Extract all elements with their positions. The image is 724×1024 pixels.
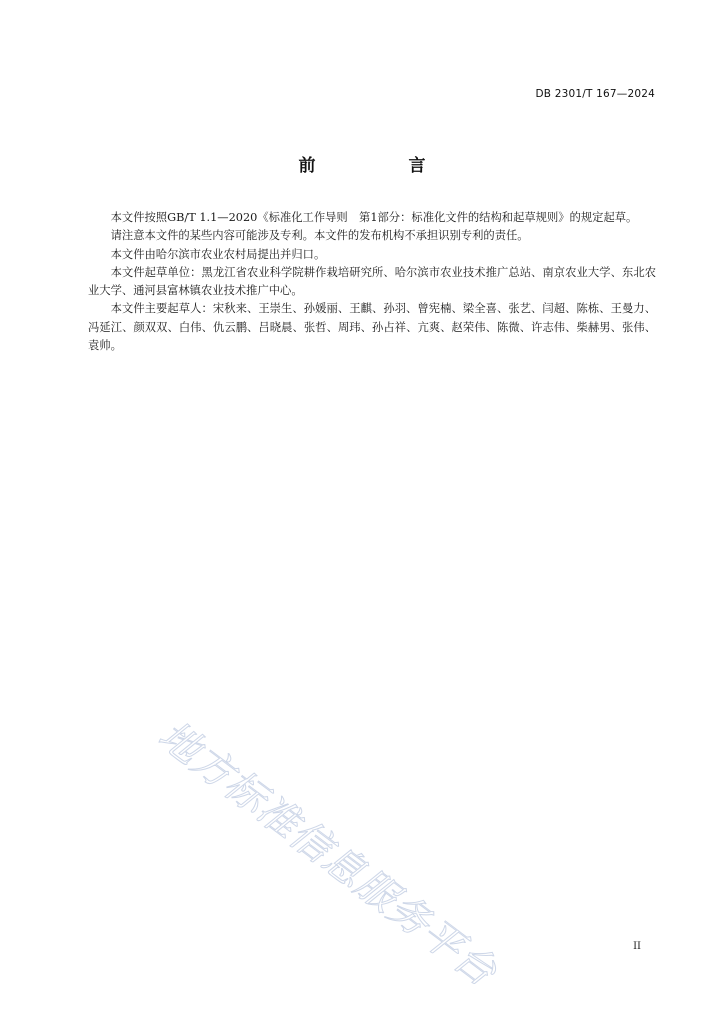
paragraph-drafting-units: 本文件起草单位：黑龙江省农业科学院耕作栽培研究所、哈尔滨市农业技术推广总站、南京农业大学、东北农业大学、通河县富林镇农业技术推广中心。 bbox=[88, 265, 656, 298]
paragraph-patent-notice: 请注意本文件的某些内容可能涉及专利。本文件的发布机构不承担识别专利的责任。 bbox=[110, 229, 529, 243]
paragraph-drafting-rules: 本文件按照GB/T 1.1—2020《标准化工作导则 第1部分：标准化文件的结构和起草规则》的规定起草。 bbox=[110, 211, 638, 224]
paragraph-drafters: 本文件主要起草人：宋秋来、王崇生、孙媛丽、王麒、孙羽、曾宪楠、梁全喜、张艺、闫超、陈栋、王曼力、冯延江、颜双双、白伟、仇云鹏、吕晓晨、张哲、周玮、孙占祥、亢爽、赵荣伟、陈微、许志伟、柴赫男、张伟、袁帅。 bbox=[88, 302, 656, 353]
foreword-body bbox=[88, 209, 656, 355]
standard-code: DB 2301/T 167—2024 bbox=[535, 88, 655, 100]
page-title: 前 言 bbox=[298, 156, 464, 176]
page-number: II bbox=[633, 941, 641, 952]
paragraph-proposer: 本文件由哈尔滨市农业农村局提出并归口。 bbox=[110, 247, 326, 261]
watermark: 地方标准信息服务平台 bbox=[149, 712, 506, 996]
